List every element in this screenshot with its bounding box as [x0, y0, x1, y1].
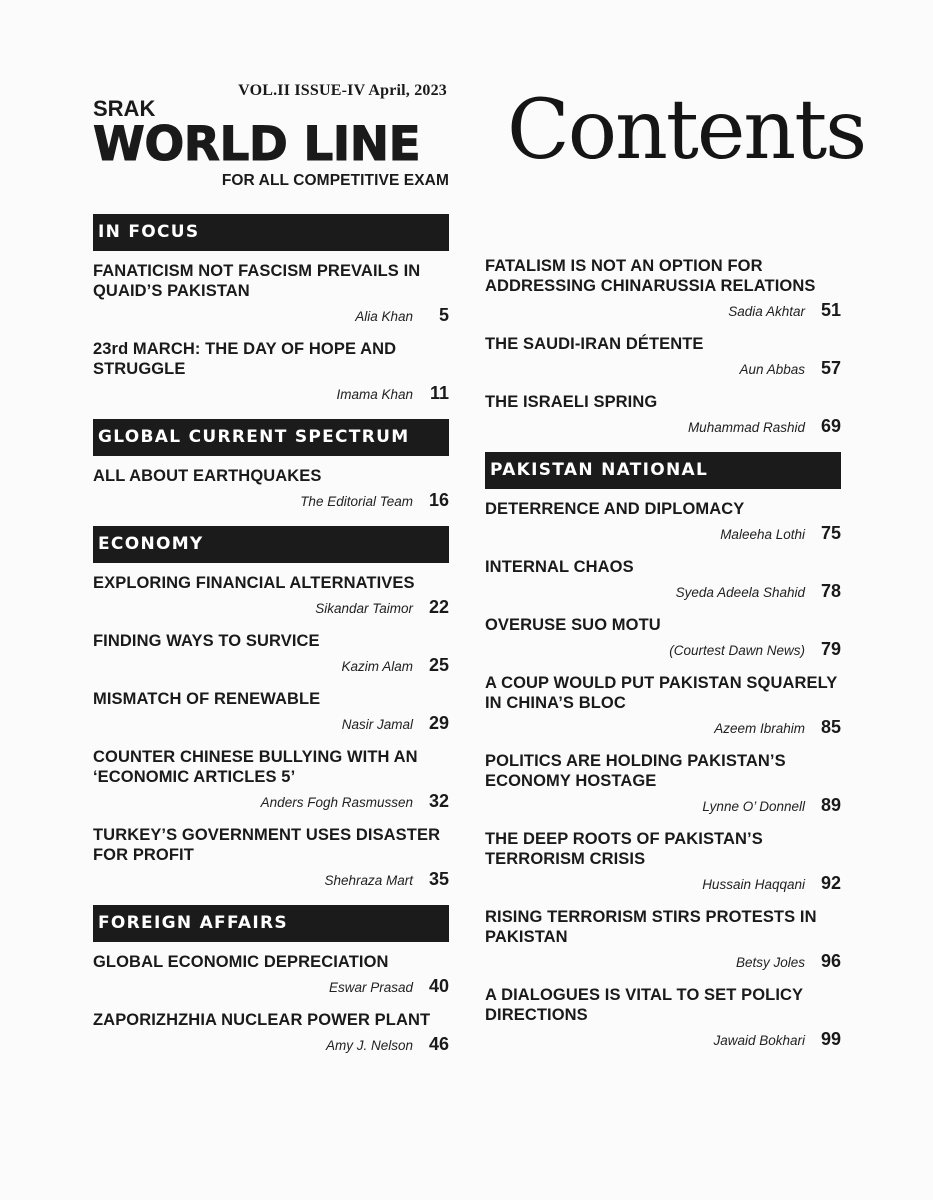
- article-meta: [93, 713, 449, 734]
- article-title: A DIALOGUES IS VITAL TO SET POLICY DIRECTIONS: [485, 986, 803, 1024]
- toc-entry[interactable]: [93, 339, 449, 404]
- toc-entry[interactable]: [93, 952, 449, 997]
- article-title: EXPLORING FINANCIAL ALTERNATIVES: [93, 574, 415, 592]
- page-number: 96: [820, 951, 841, 971]
- article-title: INTERNAL CHAOS: [485, 558, 634, 576]
- article-title: OVERUSE SUO MOTU: [485, 616, 661, 634]
- article-title: DETERRENCE AND DIPLOMACY: [485, 500, 745, 518]
- page-number: 29: [428, 713, 449, 733]
- toc-entry[interactable]: [93, 466, 449, 511]
- article-author: Anders Fogh Rasmussen: [260, 795, 413, 810]
- page-number: 89: [820, 795, 841, 815]
- page-number: 79: [820, 639, 841, 659]
- toc-entry[interactable]: [485, 256, 841, 321]
- contents-column-left: [93, 214, 449, 1055]
- article-title: ZAPORIZHZHIA NUCLEAR POWER PLANT: [93, 1011, 431, 1029]
- article-title: THE DEEP ROOTS OF PAKISTAN’S TERRORISM CRISIS: [485, 830, 763, 868]
- page-number: 40: [428, 976, 449, 996]
- issue-line: VOL.II ISSUE-IV April, 2023: [238, 82, 447, 99]
- article-title: TURKEY’S GOVERNMENT USES DISASTER FOR PROFIT: [93, 826, 441, 864]
- article-author: Jawaid Bokhari: [713, 1033, 805, 1048]
- page-number: 22: [428, 597, 449, 617]
- toc-entry[interactable]: [485, 499, 841, 544]
- article-meta: [93, 1034, 449, 1055]
- article-meta: [485, 416, 841, 437]
- article-meta: [93, 597, 449, 618]
- article-meta: [485, 358, 841, 379]
- toc-entry[interactable]: [93, 689, 449, 734]
- toc-entry[interactable]: [485, 392, 841, 437]
- article-meta: [93, 976, 449, 997]
- toc-section: [93, 905, 449, 1055]
- article-meta: [485, 951, 841, 972]
- article-meta: [93, 305, 449, 326]
- toc-section: [485, 452, 841, 1050]
- toc-entry[interactable]: [93, 825, 449, 890]
- article-author: Aun Abbas: [739, 362, 805, 377]
- page-number: 57: [820, 358, 841, 378]
- article-title: A COUP WOULD PUT PAKISTAN SQUARELY IN CHINA’S BLOC: [485, 674, 838, 712]
- article-author: Maleeha Lothi: [720, 527, 805, 542]
- page-number: 35: [428, 869, 449, 889]
- article-meta: [485, 717, 841, 738]
- toc-section: [93, 526, 449, 890]
- article-title: THE ISRAELI SPRING: [485, 393, 658, 411]
- toc-entry[interactable]: [485, 334, 841, 379]
- section-heading: GLOBAL CURRENT SPECTRUM: [93, 419, 449, 456]
- article-author: Sikandar Taimor: [315, 601, 413, 616]
- page-number: 16: [428, 490, 449, 510]
- page-number: 5: [438, 305, 449, 325]
- article-title: 23rd MARCH: THE DAY OF HOPE AND STRUGGLE: [93, 340, 397, 378]
- page-number: 92: [820, 873, 841, 893]
- page-number: 69: [820, 416, 841, 436]
- brand-top: SRAK: [93, 96, 156, 121]
- article-author: The Editorial Team: [300, 494, 413, 509]
- article-meta: [93, 655, 449, 676]
- brand-main: WORLD LINE: [93, 117, 421, 172]
- toc-entry[interactable]: [93, 747, 449, 812]
- article-title: COUNTER CHINESE BULLYING WITH AN ‘ECONOMIC ARTICLES 5’: [93, 748, 418, 786]
- article-author: Sadia Akhtar: [728, 304, 805, 319]
- toc-entry[interactable]: [93, 261, 449, 326]
- page-number: 75: [820, 523, 841, 543]
- article-title: RISING TERRORISM STIRS PROTESTS IN PAKISTAN: [485, 908, 817, 946]
- toc-entry[interactable]: [93, 631, 449, 676]
- article-title: FINDING WAYS TO SURVICE: [93, 632, 320, 650]
- article-author: Eswar Prasad: [328, 980, 413, 995]
- article-author: Kazim Alam: [341, 659, 413, 674]
- article-meta: [485, 1029, 841, 1050]
- article-title: MISMATCH OF RENEWABLE: [93, 690, 321, 708]
- article-title: POLITICS ARE HOLDING PAKISTAN’S ECONOMY HOSTAGE: [485, 752, 786, 790]
- tagline: FOR ALL COMPETITIVE EXAM: [221, 172, 449, 189]
- article-author: Nasir Jamal: [341, 717, 413, 732]
- article-meta: [485, 873, 841, 894]
- article-meta: [93, 869, 449, 890]
- toc-entry[interactable]: [485, 557, 841, 602]
- toc-entry[interactable]: [485, 673, 841, 738]
- toc-section: [93, 419, 449, 511]
- section-heading: IN FOCUS: [93, 214, 449, 251]
- section-heading: ECONOMY: [93, 526, 449, 563]
- contents-column-right: [485, 256, 841, 1050]
- article-author: Syeda Adeela Shahid: [675, 585, 805, 600]
- article-title: FANATICISM NOT FASCISM PREVAILS IN QUAID’S PAKISTAN: [93, 262, 421, 300]
- toc-section: [485, 256, 841, 437]
- article-meta: [485, 300, 841, 321]
- article-author: (Courtest Dawn News): [669, 643, 805, 658]
- toc-entry[interactable]: [485, 829, 841, 894]
- article-meta: [93, 791, 449, 812]
- section-heading: PAKISTAN NATIONAL: [485, 452, 841, 489]
- article-title: THE SAUDI-IRAN DÉTENTE: [485, 335, 704, 353]
- toc-entry[interactable]: [485, 615, 841, 660]
- toc-entry[interactable]: [485, 985, 841, 1050]
- page-number: 46: [428, 1034, 449, 1054]
- article-author: Shehraza Mart: [324, 873, 413, 888]
- article-author: Muhammad Rashid: [687, 420, 805, 435]
- article-author: Amy J. Nelson: [325, 1038, 413, 1053]
- toc-entry[interactable]: [93, 573, 449, 618]
- article-meta: [485, 523, 841, 544]
- article-author: Azeem Ibrahim: [714, 721, 805, 736]
- article-meta: [485, 639, 841, 660]
- article-author: Alia Khan: [355, 309, 413, 324]
- article-meta: [485, 795, 841, 816]
- toc-entry[interactable]: [485, 751, 841, 816]
- article-author: Lynne O’ Donnell: [702, 799, 805, 814]
- page-number: 25: [428, 655, 449, 675]
- article-title: GLOBAL ECONOMIC DEPRECIATION: [93, 953, 389, 971]
- page-number: 78: [820, 581, 841, 601]
- article-title: ALL ABOUT EARTHQUAKES: [93, 467, 322, 485]
- page-number: 11: [429, 383, 449, 403]
- article-author: Hussain Haqqani: [702, 877, 805, 892]
- contents-title: Contents: [507, 83, 866, 178]
- article-author: Imama Khan: [336, 387, 413, 402]
- page-number: 99: [820, 1029, 841, 1049]
- article-meta: [93, 490, 449, 511]
- toc-entry[interactable]: [485, 907, 841, 972]
- section-heading: FOREIGN AFFAIRS: [93, 905, 449, 942]
- article-meta: [485, 581, 841, 602]
- page-number: 85: [820, 717, 841, 737]
- article-title: FATALISM IS NOT AN OPTION FOR ADDRESSING CHINARUSSIA RELATIONS: [485, 257, 816, 295]
- masthead: [93, 82, 449, 190]
- page-number: 32: [428, 791, 449, 811]
- toc-section: [93, 214, 449, 404]
- article-author: Betsy Joles: [735, 955, 805, 970]
- toc-entry[interactable]: [93, 1010, 449, 1055]
- article-meta: [93, 383, 449, 404]
- page-number: 51: [820, 300, 841, 320]
